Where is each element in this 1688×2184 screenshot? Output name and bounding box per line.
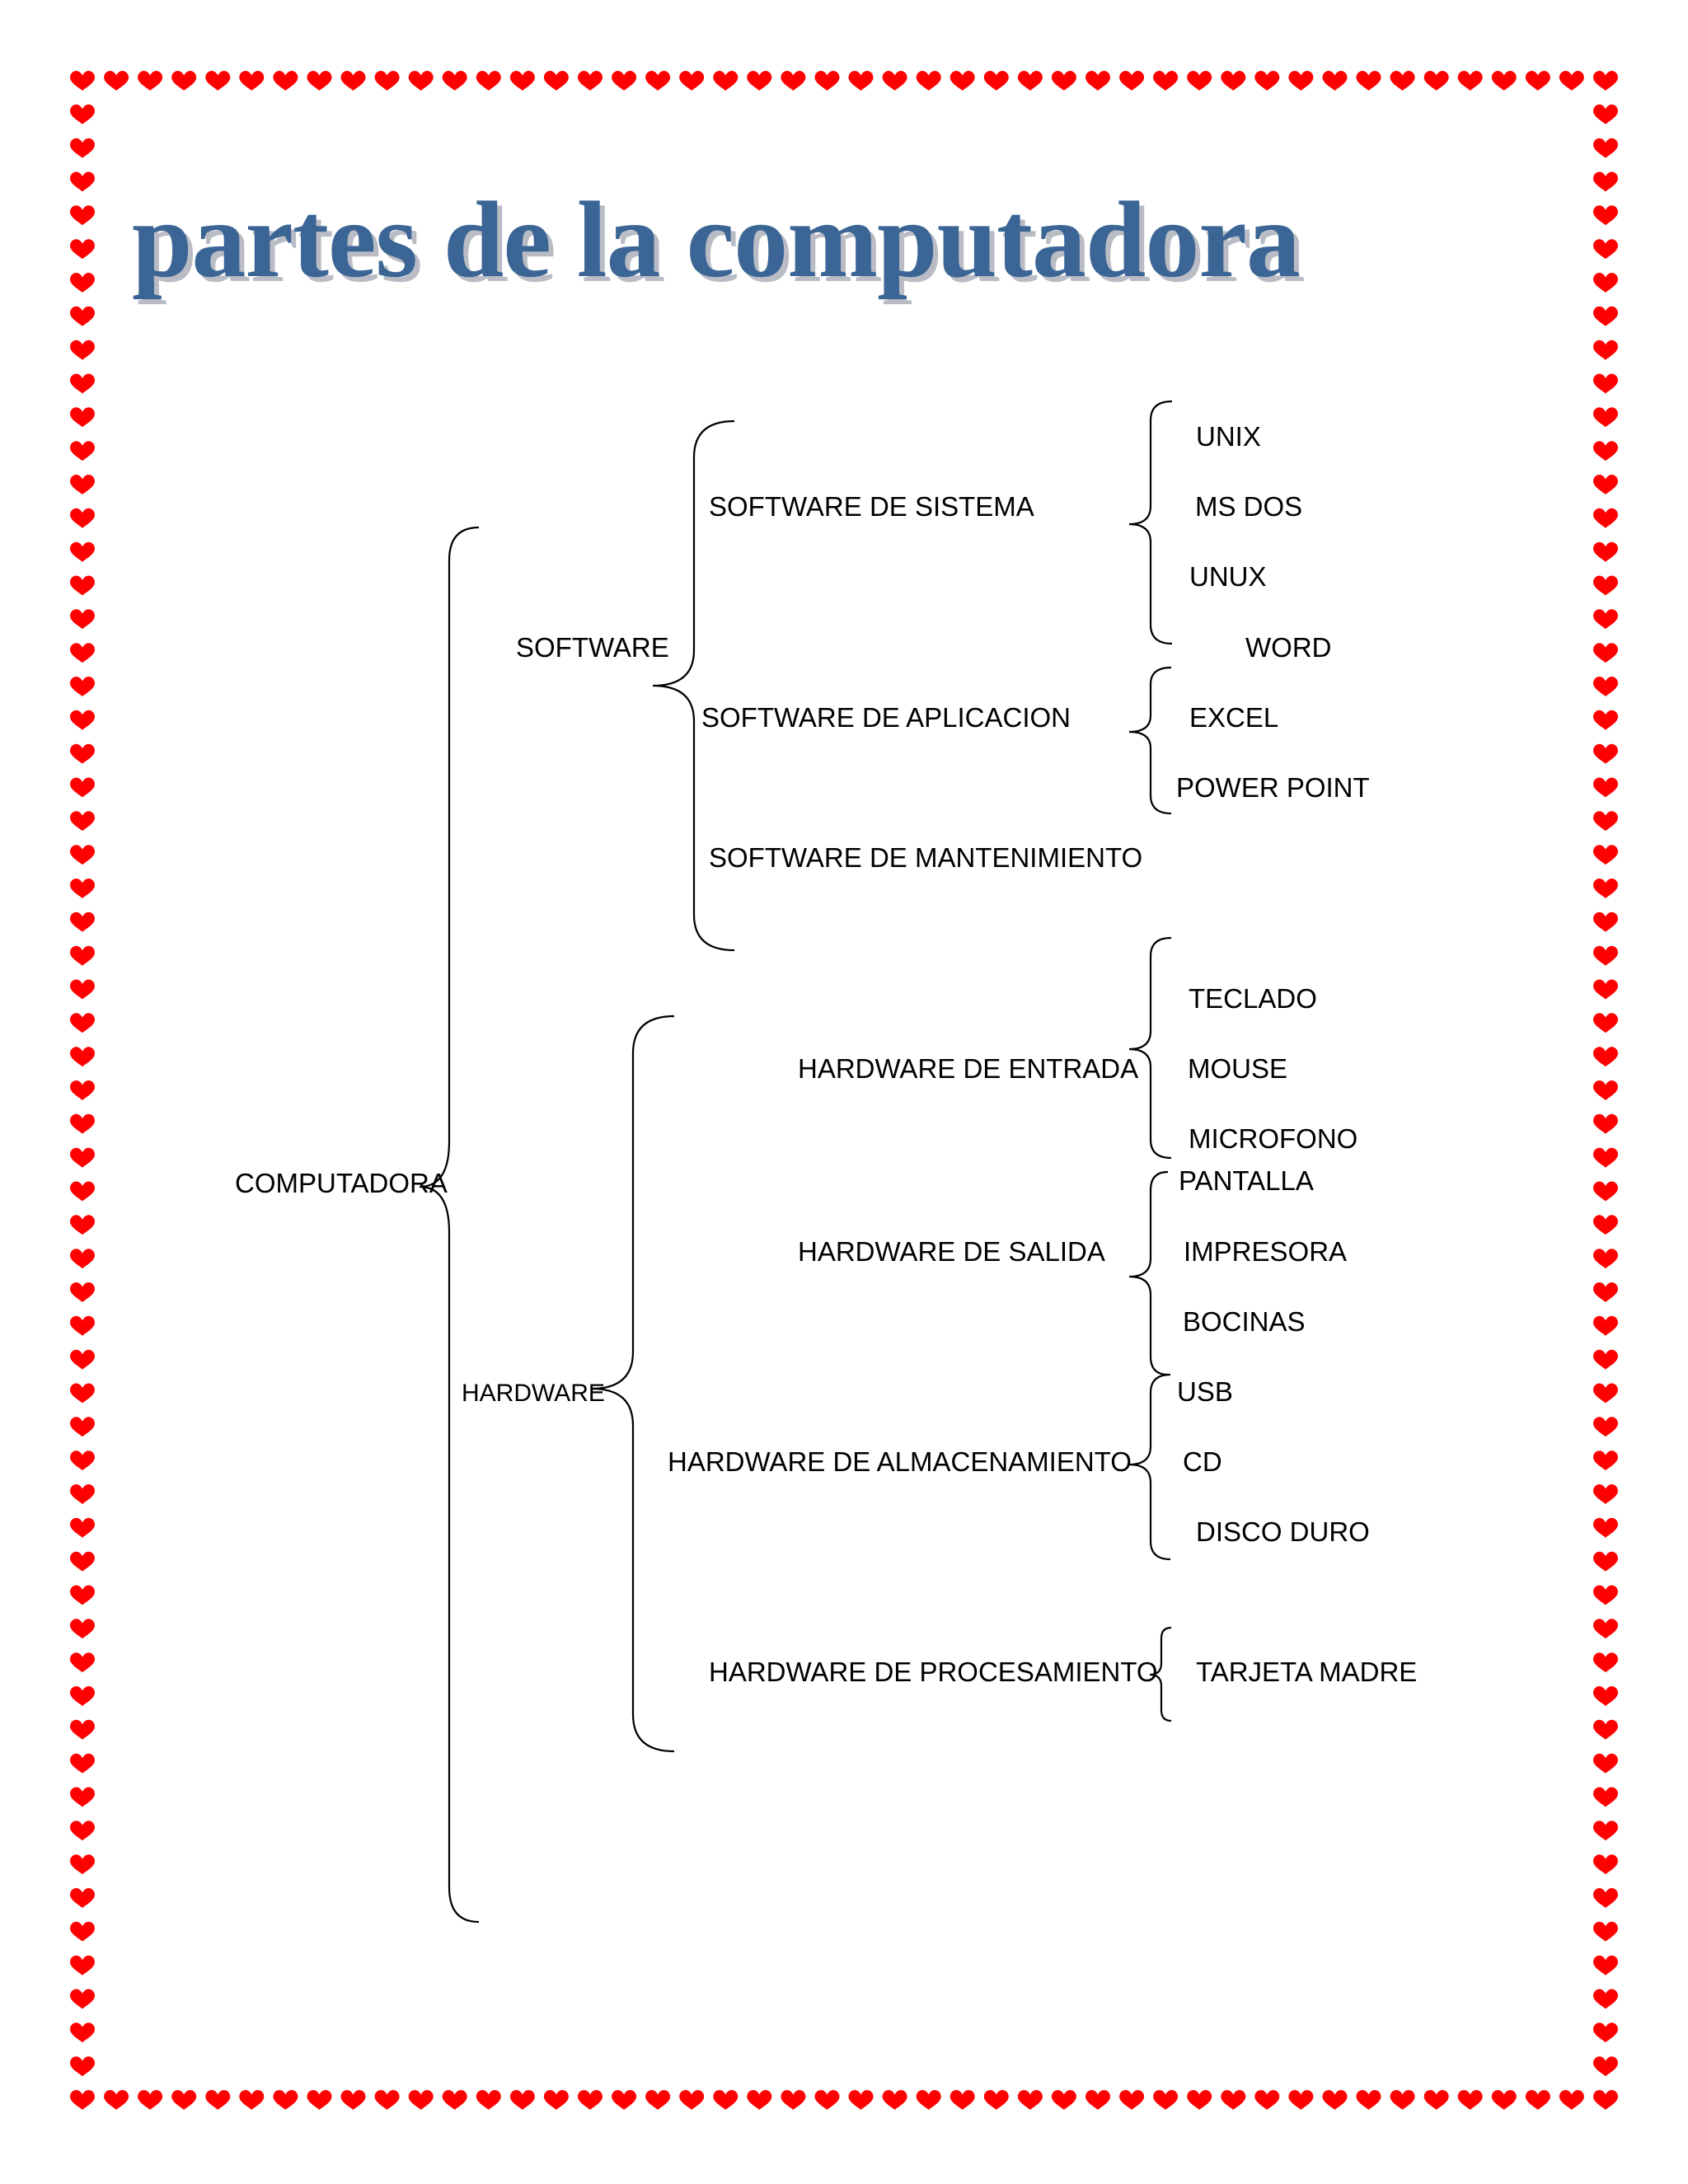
leaf-excel: EXCEL [1189, 702, 1279, 733]
leaf-word: WORD [1245, 632, 1332, 663]
leaf-teclado: TECLADO [1189, 983, 1317, 1014]
leaf-pantalla: PANTALLA [1179, 1165, 1314, 1196]
brace-software-aplicacion [1129, 668, 1171, 813]
leaf-disco-duro: DISCO DURO [1196, 1516, 1370, 1547]
node-hardware-de-entrada: HARDWARE DE ENTRADA [798, 1053, 1139, 1084]
node-software-de-aplicacion: SOFTWARE DE APLICACION [701, 702, 1071, 733]
leaf-tarjeta-madre: TARJETA MADRE [1196, 1657, 1418, 1687]
node-software-de-mantenimiento: SOFTWARE DE MANTENIMIENTO [709, 842, 1143, 873]
node-hardware-de-procesamiento: HARDWARE DE PROCESAMIENTO [709, 1657, 1158, 1687]
node-hardware: HARDWARE [462, 1380, 605, 1407]
leaf-unix: UNIX [1196, 421, 1261, 452]
leaf-impresora: IMPRESORA [1184, 1236, 1348, 1267]
brace-hardware-salida [1129, 1172, 1168, 1375]
brace-software-sistema [1129, 401, 1172, 644]
leaf-power-point: POWER POINT [1176, 772, 1370, 803]
node-software-de-sistema: SOFTWARE DE SISTEMA [709, 491, 1034, 522]
brace-hardware-almacenamiento [1129, 1375, 1170, 1559]
node-computadora: COMPUTADORA [235, 1168, 448, 1198]
leaf-bocinas: BOCINAS [1183, 1306, 1306, 1337]
leaf-ms-dos: MS DOS [1195, 491, 1303, 522]
leaf-usb: USB [1177, 1376, 1233, 1407]
leaf-mouse: MOUSE [1188, 1053, 1288, 1084]
page-title: partes de la computadora [132, 179, 1300, 300]
leaf-cd: CD [1183, 1446, 1222, 1477]
node-hardware-de-salida: HARDWARE DE SALIDA [798, 1236, 1105, 1267]
node-hardware-de-almacenamiento: HARDWARE DE ALMACENAMIENTO [668, 1446, 1132, 1477]
brace-hardware-entrada [1129, 938, 1171, 1158]
node-software: SOFTWARE [516, 632, 669, 663]
leaf-unux: UNUX [1189, 561, 1267, 592]
brace-computadora [420, 527, 479, 1922]
leaf-microfono: MICROFONO [1189, 1123, 1358, 1154]
